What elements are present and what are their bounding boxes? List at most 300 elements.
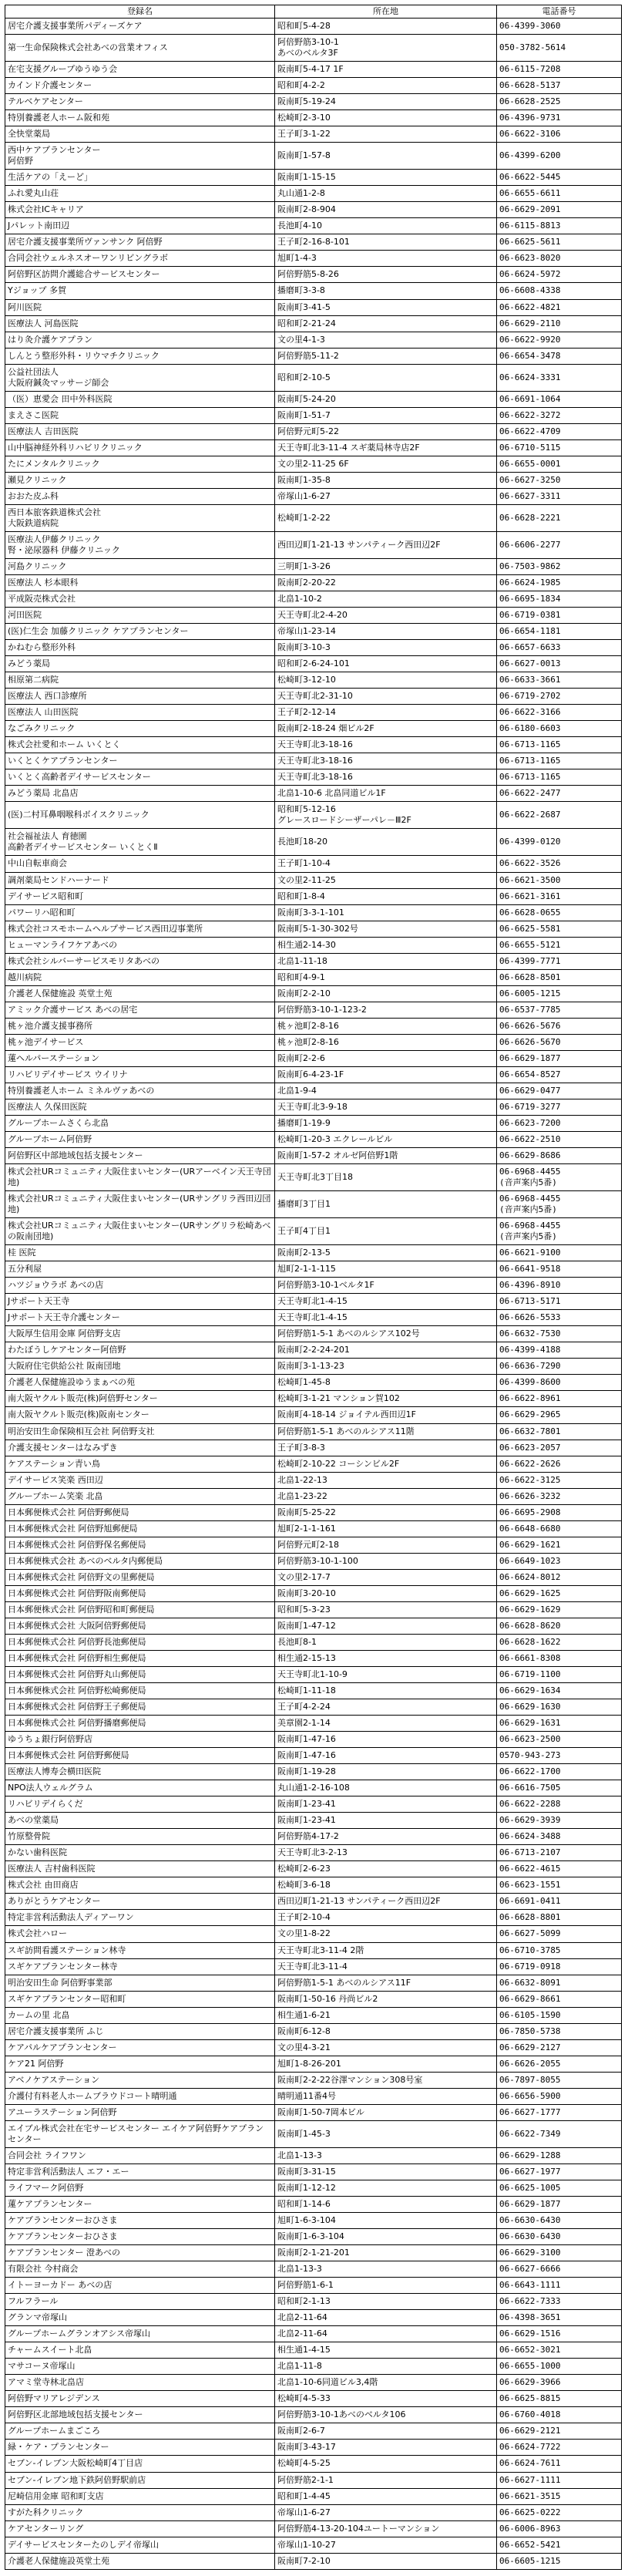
cell-name: 阿倍野区北部地域包括支援センター [5, 2407, 275, 2423]
cell-name: Yジョップ 多賀 [5, 283, 275, 299]
cell-name: 日本郵便株式会社 阿倍野長池郵便局 [5, 1634, 275, 1650]
cell-name: パワーリハ昭和町 [5, 904, 275, 921]
cell-tel: 06-6628-8801 [497, 1910, 622, 1926]
table-row [5, 1488, 622, 1504]
table-row [5, 1066, 622, 1083]
cell-name: 居宅介護支援事業所パディーズケア [5, 19, 275, 35]
table-row [5, 1148, 622, 1164]
cell-tel: 06-6629-8661 [497, 1991, 622, 2007]
cell-address: 相生通2-14-30 [275, 937, 497, 953]
table-row [5, 1618, 622, 1634]
cell-name: 日本郵便株式会社 大阪阿倍野郵便局 [5, 1618, 275, 1634]
cell-address: 阪南町5-1-30-302号 [275, 921, 497, 937]
cell-tel: 06-7897-8055 [497, 2072, 622, 2088]
cell-address: 天王寺町北1-4-15 [275, 1310, 497, 1326]
cell-name: グループホームさくら北畠 [5, 1115, 275, 1131]
cell-address: 長池町4-10 [275, 218, 497, 234]
cell-tel: 06-6622-4821 [497, 299, 622, 315]
cell-address: 松崎町3-12-10 [275, 672, 497, 689]
cell-name: 平成阪売株式会社 [5, 591, 275, 608]
cell-address: 阪南町6-4-23-1F [275, 1066, 497, 1083]
cell-name: 相原第二病院 [5, 672, 275, 689]
table-row [5, 1699, 622, 1716]
table-row [5, 656, 622, 672]
table-row [5, 19, 622, 35]
cell-name: なごみクリニック [5, 721, 275, 737]
cell-address: 阪南町3-43-17 [275, 2440, 497, 2456]
cell-address: 天王寺町北3-18-16 [275, 737, 497, 753]
cell-tel: 06-6624-7722 [497, 2440, 622, 2456]
table-row [5, 94, 622, 110]
cell-address: 阪南町1-12-12 [275, 2180, 497, 2196]
cell-tel: 06-6622-2288 [497, 1796, 622, 1813]
table-row [5, 35, 622, 62]
cell-tel: 06-6006-8963 [497, 2520, 622, 2537]
cell-address: 阪南町1-15-15 [275, 170, 497, 186]
cell-tel: 06-6606-2277 [497, 531, 622, 558]
cell-name: グランマ帝塚山 [5, 2310, 275, 2326]
cell-tel: 06-6626-5670 [497, 1034, 622, 1050]
cell-tel: 06-6719-2702 [497, 689, 622, 705]
cell-tel: 06-6713-1165 [497, 737, 622, 753]
cell-name: チャームスイート北畠 [5, 2342, 275, 2359]
cell-address: 松崎町1-11-18 [275, 1683, 497, 1699]
cell-tel: 06-4398-3651 [497, 2310, 622, 2326]
cell-name: イトーヨーカドー あべの店 [5, 2278, 275, 2294]
cell-tel: 06-6627-0013 [497, 656, 622, 672]
cell-tel: 06-6628-1622 [497, 1634, 622, 1650]
cell-name: リハビリデイサービス ウイリナ [5, 1066, 275, 1083]
cell-tel: 06-6628-8501 [497, 969, 622, 985]
table-row [5, 829, 622, 856]
table-row [5, 1975, 622, 1991]
cell-name: しんとう整形外科・リウマチクリニック [5, 348, 275, 364]
cell-tel: 06-6628-2221 [497, 504, 622, 531]
cell-address: 天王寺町北3-11-4 2階 [275, 1942, 497, 1958]
cell-address: 阪南町4-18-14 ジョイテル西田辺1F [275, 1407, 497, 1423]
cell-name: 居宅介護支援事業所 ふじ [5, 2023, 275, 2039]
cell-name: わたぼうしケアセンター阿倍野 [5, 1342, 275, 1359]
table-row [5, 1083, 622, 1099]
table-row [5, 2456, 622, 2472]
cell-tel: 06-6622-4615 [497, 1861, 622, 1877]
table-row [5, 186, 622, 202]
table-row [5, 202, 622, 218]
cell-tel: 06-6622-3166 [497, 705, 622, 721]
cell-address: 北畠1-13-3 [275, 2147, 497, 2164]
cell-name: 日本郵便株式会社 阿倍野旭郵便局 [5, 1520, 275, 1537]
cell-name: フルフラール [5, 2294, 275, 2310]
table-row [5, 2520, 622, 2537]
table-row [5, 1002, 622, 1018]
cell-tel: 06-6537-7785 [497, 1002, 622, 1018]
cell-name: カームの里 北畠 [5, 2007, 275, 2023]
cell-address: 松崎町2-10-22 コーシンビル2F [275, 1456, 497, 1472]
table-row [5, 391, 622, 407]
table-row [5, 558, 622, 574]
cell-tel: 06-6622-2477 [497, 786, 622, 802]
cell-name: 株式会社愛和ホーム いくとく [5, 737, 275, 753]
cell-tel: 06-6968-4455 (音声案内5番) [497, 1191, 622, 1218]
cell-address: 阪南町3-20-10 [275, 1585, 497, 1601]
cell-address: 阪南町2-8-904 [275, 202, 497, 218]
table-row [5, 1472, 622, 1488]
cell-name: おおた皮ふ科 [5, 488, 275, 504]
cell-tel: 06-4399-4188 [497, 1342, 622, 1359]
table-row [5, 1310, 622, 1326]
table-row [5, 574, 622, 591]
header-name: 登録名 [5, 5, 275, 19]
cell-address: 天王寺町北3-9-18 [275, 1099, 497, 1115]
cell-name: みどう薬局 北畠店 [5, 786, 275, 802]
cell-tel: 06-6629-2110 [497, 315, 622, 332]
cell-address: 王子町2-16-8-101 [275, 234, 497, 251]
cell-tel: 06-6648-6680 [497, 1520, 622, 1537]
table-row [5, 1407, 622, 1423]
cell-address: 松崎町1-20-3 エクレールビル [275, 1132, 497, 1148]
cell-address: 昭和町2-6-24-101 [275, 656, 497, 672]
table-row [5, 1780, 622, 1796]
cell-address: 王子町2-10-4 [275, 1910, 497, 1926]
cell-tel: 06-6627-3250 [497, 472, 622, 488]
cell-tel: 06-6632-7801 [497, 1423, 622, 1440]
table-row [5, 488, 622, 504]
table-row [5, 1942, 622, 1958]
cell-name: Jサポート天王寺 [5, 1294, 275, 1310]
header-tel: 電話番号 [497, 5, 622, 19]
cell-tel: 06-6656-5900 [497, 2088, 622, 2104]
table-row [5, 332, 622, 348]
table-row [5, 2472, 622, 2488]
table-row [5, 1926, 622, 1942]
cell-address: 阪南町1-23-41 [275, 1796, 497, 1813]
table-row [5, 1748, 622, 1764]
table-row [5, 640, 622, 656]
cell-address: 美章園2-1-14 [275, 1716, 497, 1732]
cell-address: 相生通1-4-15 [275, 2342, 497, 2359]
cell-tel: 06-6105-1590 [497, 2007, 622, 2023]
cell-name: すがた科クリニック [5, 2504, 275, 2520]
table-row [5, 1245, 622, 1261]
table-row [5, 2553, 622, 2569]
cell-address: 文の里2-17-7 [275, 1569, 497, 1585]
cell-tel: 06-6627-1977 [497, 2164, 622, 2180]
table-row [5, 2278, 622, 2294]
table-row [5, 856, 622, 872]
cell-address: 北畠1-22-13 [275, 1472, 497, 1488]
cell-name: みどう薬局 [5, 656, 275, 672]
cell-tel: 06-6622-2510 [497, 1132, 622, 1148]
cell-address: 阿倍野筋1-5-1 あべのルシアス11階 [275, 1423, 497, 1440]
cell-address: 昭和町2-21-24 [275, 315, 497, 332]
cell-address: 阪南町3-31-15 [275, 2164, 497, 2180]
cell-tel: 06-6626-5533 [497, 1310, 622, 1326]
table-row [5, 1375, 622, 1391]
cell-name: いくとくケアプランセンター [5, 753, 275, 769]
cell-address: 王子町4丁目1 [275, 1218, 497, 1245]
cell-address: 王子町2-12-14 [275, 705, 497, 721]
table-row [5, 786, 622, 802]
cell-address: 阪南町7-2-10 [275, 2553, 497, 2569]
cell-name: 日本郵便株式会社 阿倍野丸山郵便局 [5, 1666, 275, 1682]
table-row [5, 1845, 622, 1861]
table-row [5, 2261, 622, 2278]
cell-address: 旭町1-8-26-201 [275, 2056, 497, 2072]
cell-name: 株式会社URコミュニティ大阪住まいセンター(URアーベイン天王寺団地) [5, 1164, 275, 1191]
cell-address: 天王寺町北3-18-16 [275, 753, 497, 769]
table-row [5, 872, 622, 888]
cell-address: 昭和町2-10-5 [275, 364, 497, 391]
cell-name: アユーラステーション阿倍野 [5, 2104, 275, 2120]
cell-address: 阪南町5-4-17 1F [275, 62, 497, 78]
table-row [5, 2359, 622, 2375]
cell-tel: 06-6628-8620 [497, 1618, 622, 1634]
cell-address: 阿倍野筋2-1-1 [275, 2472, 497, 2488]
cell-name: カインド介護センター [5, 78, 275, 94]
cell-tel: 06-6629-0477 [497, 1083, 622, 1099]
cell-tel: 06-6180-6603 [497, 721, 622, 737]
cell-name: 医療法人 吉村歯科医院 [5, 1861, 275, 1877]
cell-tel: 06-6621-3515 [497, 2488, 622, 2504]
cell-name: 介護老人保健施設ゆうまぁべの苑 [5, 1375, 275, 1391]
table-row [5, 2407, 622, 2423]
cell-name: まえさこ医院 [5, 407, 275, 423]
cell-address: 阿倍野筋3-10-1-123-2 [275, 1002, 497, 1018]
cell-name: 特別養護老人ホーム ミネルヴァあべの [5, 1083, 275, 1099]
cell-name: 生活ケアの「えーど」 [5, 170, 275, 186]
cell-address: 阪南町3-1-13-23 [275, 1359, 497, 1375]
cell-name: アベノケアステーション [5, 2072, 275, 2088]
table-row [5, 802, 622, 829]
cell-tel: 06-6629-2091 [497, 202, 622, 218]
cell-address: 北畠2-11-64 [275, 2310, 497, 2326]
cell-name: 桃ヶ池介護支援事務所 [5, 1018, 275, 1034]
cell-tel: 06-6652-5421 [497, 2537, 622, 2553]
cell-name: たにメンタルクリニック [5, 456, 275, 472]
cell-address: 阪南町1-45-3 [275, 2120, 497, 2147]
cell-address: 阪南町1-19-28 [275, 1764, 497, 1780]
cell-address: 阿倍野筋3-10-1 あべのベルタ3F [275, 35, 497, 62]
table-row [5, 921, 622, 937]
cell-name: 医療法人 山田医院 [5, 705, 275, 721]
cell-address: 北畠1-9-4 [275, 1083, 497, 1099]
cell-name: 公益社団法人 大阪府鍼灸マッサージ師会 [5, 364, 275, 391]
table-row [5, 1342, 622, 1359]
table-row [5, 1861, 622, 1877]
table-row [5, 1634, 622, 1650]
cell-address: 旭町2-1-1-161 [275, 1520, 497, 1537]
table-row [5, 1050, 622, 1066]
cell-name: 日本郵便株式会社 阿倍野文の里郵便局 [5, 1569, 275, 1585]
cell-tel: 06-6655-0001 [497, 456, 622, 472]
cell-tel: 06-6691-1064 [497, 391, 622, 407]
cell-tel: 06-6633-3661 [497, 672, 622, 689]
cell-tel: 06-6643-1111 [497, 2278, 622, 2294]
cell-address: 天王寺町北3-11-4 [275, 1958, 497, 1975]
table-row [5, 472, 622, 488]
cell-address: 阪南町2-1-21-201 [275, 2245, 497, 2261]
table-row [5, 2147, 622, 2164]
cell-tel: 050-3782-5614 [497, 35, 622, 62]
cell-address: 昭和町4-2-2 [275, 78, 497, 94]
table-row [5, 2440, 622, 2456]
table-row [5, 1601, 622, 1618]
table-row [5, 1585, 622, 1601]
cell-name: グループホーム阿倍野 [5, 1132, 275, 1148]
table-row [5, 2180, 622, 2196]
cell-name: （医）恵愛会 田中外科医院 [5, 391, 275, 407]
table-row [5, 1504, 622, 1520]
cell-tel: 06-6625-1005 [497, 2180, 622, 2196]
cell-address: 文の里4-1-3 [275, 332, 497, 348]
cell-name: スギ訪問看護ステーション林寺 [5, 1942, 275, 1958]
cell-tel: 06-6695-2908 [497, 1504, 622, 1520]
cell-name: (医)二村耳鼻咽喉科ボイスクリニック [5, 802, 275, 829]
cell-name: 阿倍野区訪問介護総合サービスセンター [5, 267, 275, 283]
cell-name: スギケアプランセンター林寺 [5, 1958, 275, 1975]
cell-name: セブン-イレブン地下鉄阿倍野駅前店 [5, 2472, 275, 2488]
cell-tel: 06-4399-8600 [497, 1375, 622, 1391]
cell-address: 阿倍野筋4-17-2 [275, 1829, 497, 1845]
cell-address: 北畠1-23-22 [275, 1488, 497, 1504]
cell-name: アミック介護サービス あべの居宅 [5, 1002, 275, 1018]
cell-name: テルベケアセンター [5, 94, 275, 110]
cell-name: 明治安田生命保険相互会社 阿倍野支社 [5, 1423, 275, 1440]
cell-name: マサコーヌ帝塚山 [5, 2359, 275, 2375]
table-row [5, 1218, 622, 1245]
cell-name: 医療法人 河島医院 [5, 315, 275, 332]
cell-tel: 06-6625-5611 [497, 234, 622, 251]
cell-name: 医療法人 吉田医院 [5, 423, 275, 439]
cell-tel: 06-4399-7771 [497, 953, 622, 969]
cell-address: 阪南町1-51-7 [275, 407, 497, 423]
table-row [5, 1732, 622, 1748]
cell-name: (医)仁生会 加藤クリニック ケアプランセンター [5, 624, 275, 640]
cell-address: 昭和町5-12-16 グレースロードシーザーパレ－Ⅲ2F [275, 802, 497, 829]
cell-address: 阿倍野筋3-10-1-100 [275, 1553, 497, 1569]
cell-address: 長池町18-20 [275, 829, 497, 856]
table-row [5, 1716, 622, 1732]
cell-tel: 0570-943-273 [497, 1748, 622, 1764]
table-row [5, 2342, 622, 2359]
table-row [5, 78, 622, 94]
cell-tel: 06-6641-9518 [497, 1261, 622, 1278]
cell-name: 河田医院 [5, 608, 275, 624]
table-row [5, 1877, 622, 1894]
cell-name: 明治安田生命 阿倍野事業部 [5, 1975, 275, 1991]
cell-address: 阿倍野筋3-10-1あべのベルタ106 [275, 2407, 497, 2423]
cell-name: かねむら整形外科 [5, 640, 275, 656]
cell-tel: 06-6713-5171 [497, 1294, 622, 1310]
cell-tel: 06-6622-7333 [497, 2294, 622, 2310]
table-row [5, 364, 622, 391]
table-row [5, 769, 622, 786]
cell-name: 大阪厚生信用金庫 阿倍野支店 [5, 1326, 275, 1342]
cell-tel: 06-6628-0655 [497, 904, 622, 921]
table-row [5, 2375, 622, 2391]
cell-address: 阪南町1-57-2 オルゼ阿倍野1階 [275, 1148, 497, 1164]
cell-name: 特定非営利活動法人ディアーワン [5, 1910, 275, 1926]
table-row [5, 721, 622, 737]
cell-name: いくとく高齢者デイサービスセンター [5, 769, 275, 786]
cell-tel: 06-4396-9731 [497, 110, 622, 126]
cell-name: 阿川医院 [5, 299, 275, 315]
cell-tel: 06-4399-6200 [497, 143, 622, 170]
table-row [5, 283, 622, 299]
cell-tel: 06-6005-1215 [497, 985, 622, 1002]
table-row [5, 531, 622, 558]
cell-address: 阿倍野筋3-10-1ベルタ1F [275, 1278, 497, 1294]
cell-address: 昭和町1-8-4 [275, 888, 497, 904]
cell-name: セブン-イレブン大阪松崎町4丁目店 [5, 2456, 275, 2472]
cell-address: 松崎町2-3-10 [275, 110, 497, 126]
cell-tel: 06-6695-1834 [497, 591, 622, 608]
cell-tel: 06-6661-8308 [497, 1650, 622, 1666]
cell-tel: 06-6616-7505 [497, 1780, 622, 1796]
cell-name: 株式会社シルバーサービスモリタあべの [5, 953, 275, 969]
cell-tel: 06-4396-8910 [497, 1278, 622, 1294]
cell-name: 桂 医院 [5, 1245, 275, 1261]
cell-tel: 06-6626-3232 [497, 1488, 622, 1504]
cell-address: 西田辺町1-21-13 サンパティーク西田辺2F [275, 1894, 497, 1910]
cell-name: 日本郵便株式会社 阿倍野昭和町郵便局 [5, 1601, 275, 1618]
table-row [5, 423, 622, 439]
cell-name: デイサービス昭和町 [5, 888, 275, 904]
cell-address: 阪南町1-23-41 [275, 1813, 497, 1829]
cell-tel: 06-6627-1777 [497, 2104, 622, 2120]
cell-address: 阪南町3-41-5 [275, 299, 497, 315]
cell-tel: 06-6713-2107 [497, 1845, 622, 1861]
cell-address: 播磨町1-19-9 [275, 1115, 497, 1131]
cell-tel: 06-6629-1877 [497, 1050, 622, 1066]
cell-name: 株式会社コスモホームヘルプサービス西田辺事業所 [5, 921, 275, 937]
cell-tel: 06-6719-1100 [497, 1666, 622, 1682]
cell-address: 旭町1-6-3-104 [275, 2213, 497, 2229]
cell-name: 日本郵便株式会社 阿倍野播磨郵便局 [5, 1716, 275, 1732]
cell-name: 合同会社ウェルネスオーワンリビングラボ [5, 251, 275, 267]
table-row [5, 1520, 622, 1537]
cell-address: 晴明通11番4号 [275, 2088, 497, 2104]
cell-tel: 06-6625-5581 [497, 921, 622, 937]
cell-tel: 06-6625-8815 [497, 2391, 622, 2407]
table-row [5, 1326, 622, 1342]
table-row [5, 591, 622, 608]
cell-tel: 06-6622-2626 [497, 1456, 622, 1472]
cell-tel: 06-6623-8020 [497, 251, 622, 267]
cell-address: 帝塚山1-23-14 [275, 624, 497, 640]
cell-name: かない歯科医院 [5, 1845, 275, 1861]
cell-address: 阿倍野筋1-5-1 あべのルシアス11F [275, 1975, 497, 1991]
cell-tel: 06-6622-7349 [497, 2120, 622, 2147]
cell-name: 南大阪ヤクルト販売(株)阪南センター [5, 1407, 275, 1423]
cell-tel: 06-4399-3060 [497, 19, 622, 35]
cell-name: ケアプランセンターおひさま [5, 2229, 275, 2245]
cell-name: Jサポート天王寺介護センター [5, 1310, 275, 1326]
table-row [5, 218, 622, 234]
cell-name: ケア21 阿倍野 [5, 2056, 275, 2072]
cell-address: 文の里2-11-25 6F [275, 456, 497, 472]
table-row [5, 2039, 622, 2056]
cell-name: 西中ケアプランセンター 阿倍野 [5, 143, 275, 170]
table-row [5, 2537, 622, 2553]
cell-name: 介護老人保健施設英堂土苑 [5, 2553, 275, 2569]
cell-name: 竹原整骨院 [5, 1829, 275, 1845]
cell-tel: 06-6629-1516 [497, 2326, 622, 2342]
cell-address: 阪南町5-24-20 [275, 391, 497, 407]
cell-tel: 06-6655-6611 [497, 186, 622, 202]
cell-name: デイサービス笑楽 西田辺 [5, 1472, 275, 1488]
cell-address: 天王寺町北3-18-16 [275, 769, 497, 786]
